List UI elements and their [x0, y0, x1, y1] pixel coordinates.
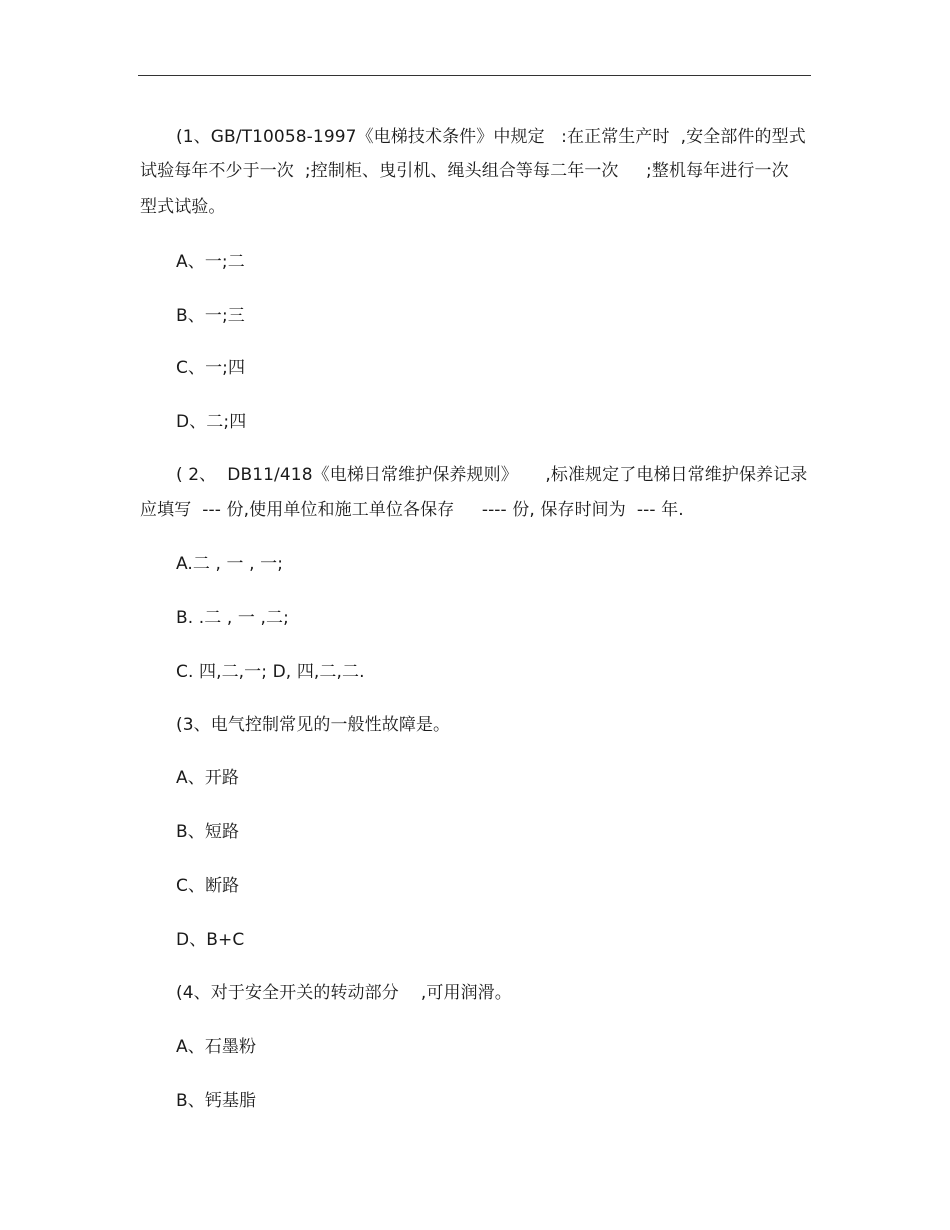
question-1-option-c: C、一;四: [176, 358, 246, 378]
question-1-stem-line-3: 型式试验。: [140, 197, 226, 217]
question-2-stem-line-1: ( 2、 DB11/418《电梯日常维护保养规则》 ,标准规定了电梯日常维护保养记录: [176, 465, 808, 485]
question-2-option-cd: C. 四,二,一; D, 四,二,二.: [176, 662, 365, 682]
question-1-stem-line-2: 试验每年不少于一次 ;控制柜、曳引机、绳头组合等每二年一次 ;整机每年进行一次: [140, 161, 789, 181]
question-4-stem-line-1: (4、对于安全开关的转动部分 ,可用润滑。: [176, 983, 512, 1003]
question-3-option-b: B、短路: [176, 822, 240, 842]
question-1-option-b: B、一;三: [176, 306, 245, 326]
question-1-stem-line-1: (1、GB/T10058-1997《电梯技术条件》中规定 :在正常生产时 ,安全部件的型式: [176, 127, 806, 147]
question-2-stem-line-2: 应填写 --- 份,使用单位和施工单位各保存 ---- 份, 保存时间为 --- 年.: [140, 500, 684, 520]
question-2-option-b: B. .二 , 一 ,二;: [176, 608, 289, 628]
question-1-option-d: D、二;四: [176, 412, 247, 432]
header-rule: [138, 75, 811, 76]
question-1-option-a: A、一;二: [176, 252, 245, 272]
question-3-stem-line-1: (3、电气控制常见的一般性故障是。: [176, 715, 451, 735]
question-4-option-a: A、石墨粉: [176, 1037, 257, 1057]
question-3-option-c: C、断路: [176, 876, 240, 896]
question-2-option-a: A.二 , 一 , 一;: [176, 554, 284, 574]
question-3-option-a: A、开路: [176, 768, 240, 788]
question-4-option-b: B、钙基脂: [176, 1091, 257, 1111]
question-3-option-d: D、B+C: [176, 930, 245, 950]
